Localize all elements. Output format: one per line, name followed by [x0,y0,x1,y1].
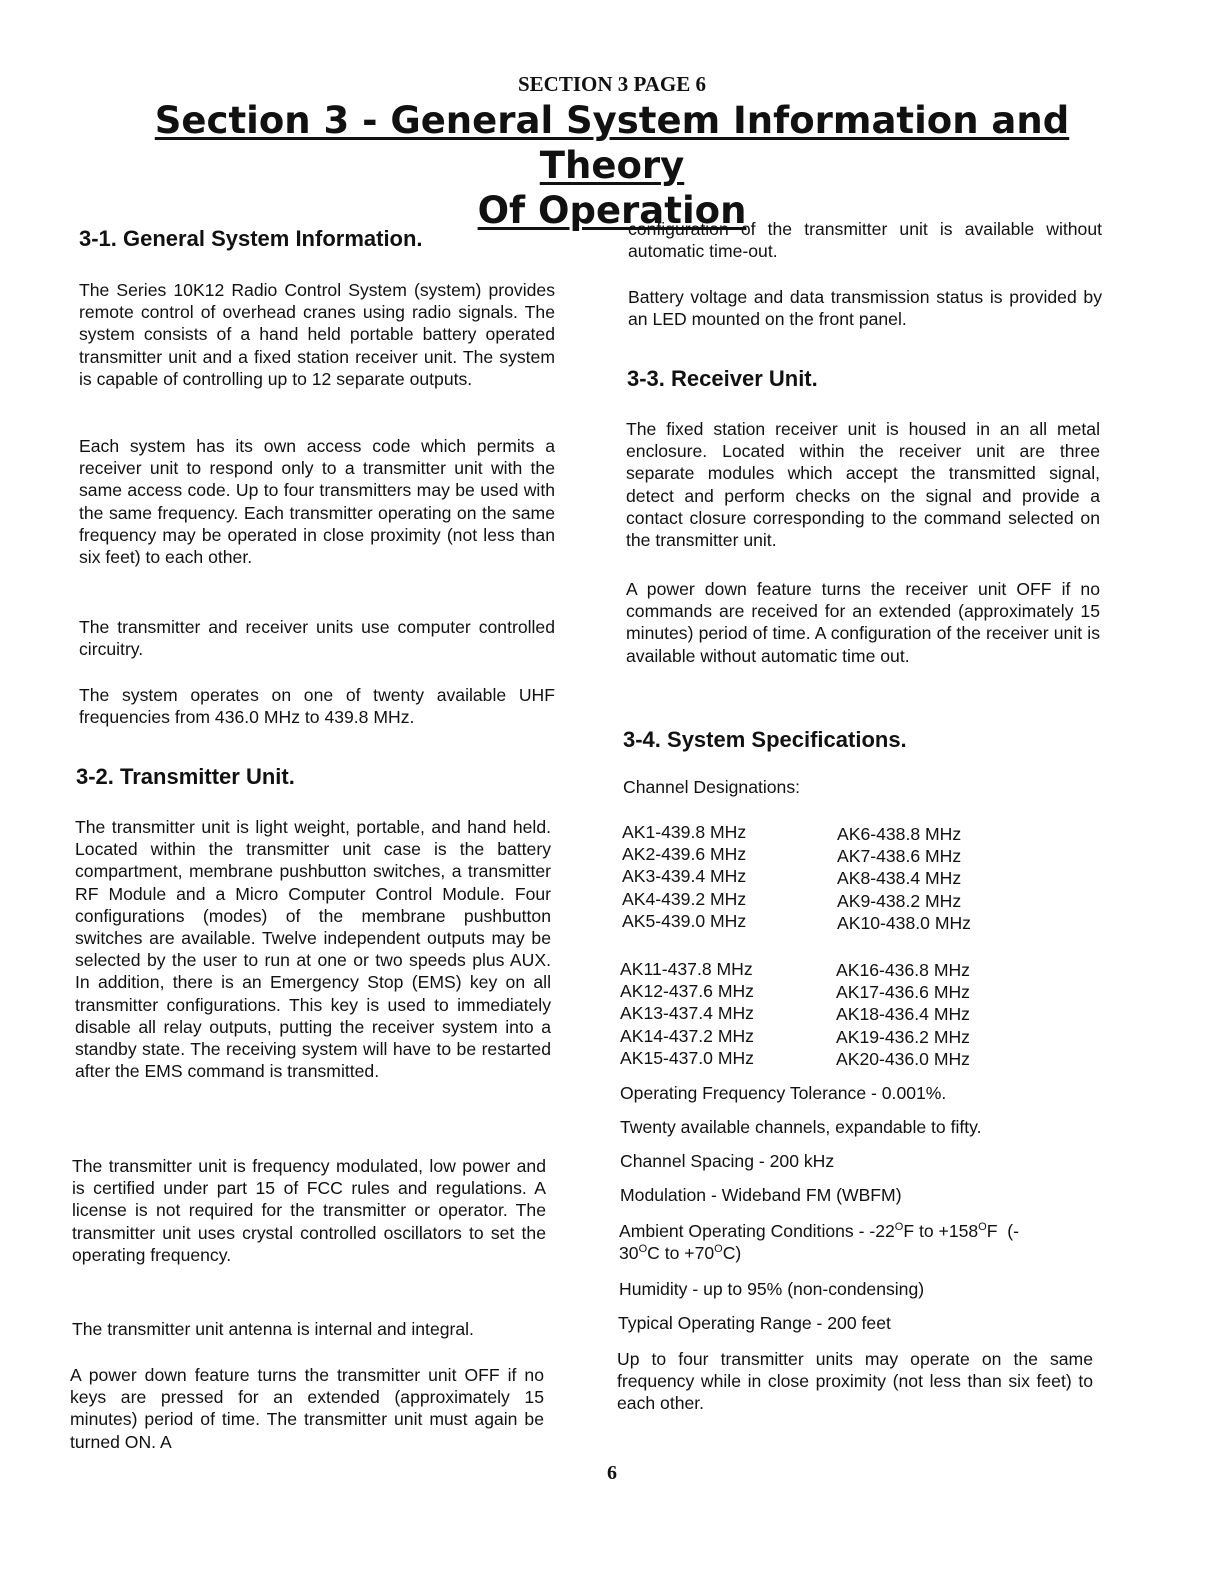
paragraph-3-2-a: The transmitter unit is light weight, portable, and hand held. Located within the transmitter unit case is the battery compartment, membrane pushbutton switches, a transmitter RF Module and a Micro Computer Control Module. Four configurations (modes) of the membrane pushbutton switches are available. Twelve independent outputs may be selected by the user to run at one or two speeds plus AUX. In addition, there is an Emergency Stop (EMS) key on all transmitter configurations. This key is used to immediately disable all relay outputs, putting the receiver system into a standby state. The receiving system will have to be restarted after the EMS command is transmitted. [75,817,551,1082]
channel-entry: AK11-437.8 MHz [620,959,753,979]
channel-list-col1-group1 [622,821,746,932]
channel-entry: AK20-436.0 MHz [836,1048,970,1069]
channel-designations-label: Channel Designations: [623,777,801,797]
channel-entry: AK12-437.6 MHz [620,981,754,1002]
page-number: 6 [607,1462,617,1484]
page-title-line-2: Of Operation [477,189,747,232]
paragraph-3-3-a: The fixed station receiver unit is housed in an all metal enclosure. Located within the receiver unit are three separate modules which accept the transmitted signal, detect and perform checks on the signal and provide a contact closure corresponding to the command selected on the transmitter unit. [626,419,1100,551]
spec-ambient-text: C to +70 [647,1243,715,1263]
spec-ambient-text: C) [722,1243,742,1263]
spec-humidity: Humidity - up to 95% (non-condensing) [619,1279,925,1299]
paragraph-3-2-d-continued: configuration of the transmitter unit is available without automatic time-out. [628,219,1102,262]
channel-entry: AK18-436.4 MHz [836,1004,970,1025]
degree-mark: O [714,1243,723,1256]
channel-list-col1-group2 [620,958,754,1069]
channel-entry: AK19-436.2 MHz [836,1026,970,1047]
spec-ambient-text: F to +158 [903,1221,979,1241]
channel-entry: AK6-438.8 MHz [837,824,962,844]
channel-entry: AK8-438.4 MHz [837,868,962,889]
degree-mark: O [978,1221,987,1234]
paragraph-3-1-a: The Series 10K12 Radio Control System (system) provides remote control of overhead cranes using radio signals. The system consists of a hand held portable battery operated transmitter unit and a fixed station receiver unit. The system is capable of controlling up to 12 separate outputs. [79,280,555,389]
paragraph-3-2-d: A power down feature turns the transmitter unit OFF if no keys are pressed for an extended (approximately 15 minutes) period of time. The transmitter unit must again be turned ON. A [70,1365,544,1452]
channel-list-col2-group1 [837,823,971,934]
spec-frequency-tolerance: Operating Frequency Tolerance - 0.001%. [620,1083,947,1103]
spec-available-channels: Twenty available channels, expandable to fifty. [620,1117,982,1137]
channel-entry: AK14-437.2 MHz [620,1025,754,1046]
paragraph-3-1-c: The transmitter and receiver units use computer controlled circuitry. [79,617,555,660]
channel-entry: AK4-439.2 MHz [622,888,747,909]
spec-modulation: Modulation - Wideband FM (WBFM) [620,1185,902,1205]
degree-mark: O [894,1221,904,1234]
spec-operating-range: Typical Operating Range - 200 feet [618,1313,891,1333]
spec-ambient-conditions [619,1220,1097,1264]
paragraph-3-3-b: A power down feature turns the receiver unit OFF if no commands are received for an extended (approximately 15 minutes) period of time. A configuration of the receiver unit is available without automatic time out. [626,579,1100,666]
spec-channel-spacing: Channel Spacing - 200 kHz [620,1151,835,1171]
channel-entry: AK17-436.6 MHz [836,982,970,1003]
degree-mark: O [638,1243,648,1256]
paragraph-3-2-e: Battery voltage and data transmission status is provided by an LED mounted on the front panel. [628,287,1102,330]
section-page-label: SECTION 3 PAGE 6 [517,72,707,96]
spec-ambient-text: 30 [619,1243,639,1263]
channel-entry: AK13-437.4 MHz [620,1003,754,1024]
spec-ambient-text: F (- [986,1221,1019,1241]
paragraph-3-2-b: The transmitter unit is frequency modulated, low power and is certified under part 15 of FCC rules and regulations. A license is not required for the transmitter or operator. The transmitter unit uses crystal controlled oscillators to set the operating frequency. [72,1156,546,1265]
page-title-line-1: Section 3 - General System Information and Theory [154,99,1070,187]
channel-entry: AK3-439.4 MHz [622,866,747,887]
channel-entry: AK7-438.6 MHz [837,846,962,867]
page-title [90,98,1134,233]
paragraph-3-2-c: The transmitter unit antenna is internal and integral. [72,1319,474,1339]
channel-entry: AK5-439.0 MHz [622,910,747,931]
heading-3-4: 3-4. System Specifications. [623,727,907,752]
paragraph-3-1-b: Each system has its own access code which permits a receiver unit to respond only to a transmitter unit with the same access code. Up to four transmitters may be used with the same frequency. Each transmitter operating on the same frequency may be operated in close proximity (not less than six feet) to each other. [79,436,555,568]
channel-entry: AK9-438.2 MHz [837,890,962,911]
paragraph-3-1-d: The system operates on one of twenty available UHF frequencies from 436.0 MHz to 439.8 MHz. [79,685,555,728]
channel-entry: AK15-437.0 MHz [620,1047,754,1068]
channel-entry: AK1-439.8 MHz [622,822,747,842]
heading-3-2: 3-2. Transmitter Unit. [76,764,295,789]
channel-entry: AK10-438.0 MHz [837,912,971,933]
channel-entry: AK2-439.6 MHz [622,844,747,865]
channel-entry: AK16-436.8 MHz [836,960,970,980]
channel-list-col2-group2 [836,959,970,1070]
heading-3-1: 3-1. General System Information. [79,226,423,251]
spec-proximity: Up to four transmitter units may operate on the same frequency while in close proximity (not less than six feet) to each other. [617,1349,1093,1414]
heading-3-3: 3-3. Receiver Unit. [627,366,818,391]
spec-ambient-text: Ambient Operating Conditions - -22 [619,1221,895,1241]
